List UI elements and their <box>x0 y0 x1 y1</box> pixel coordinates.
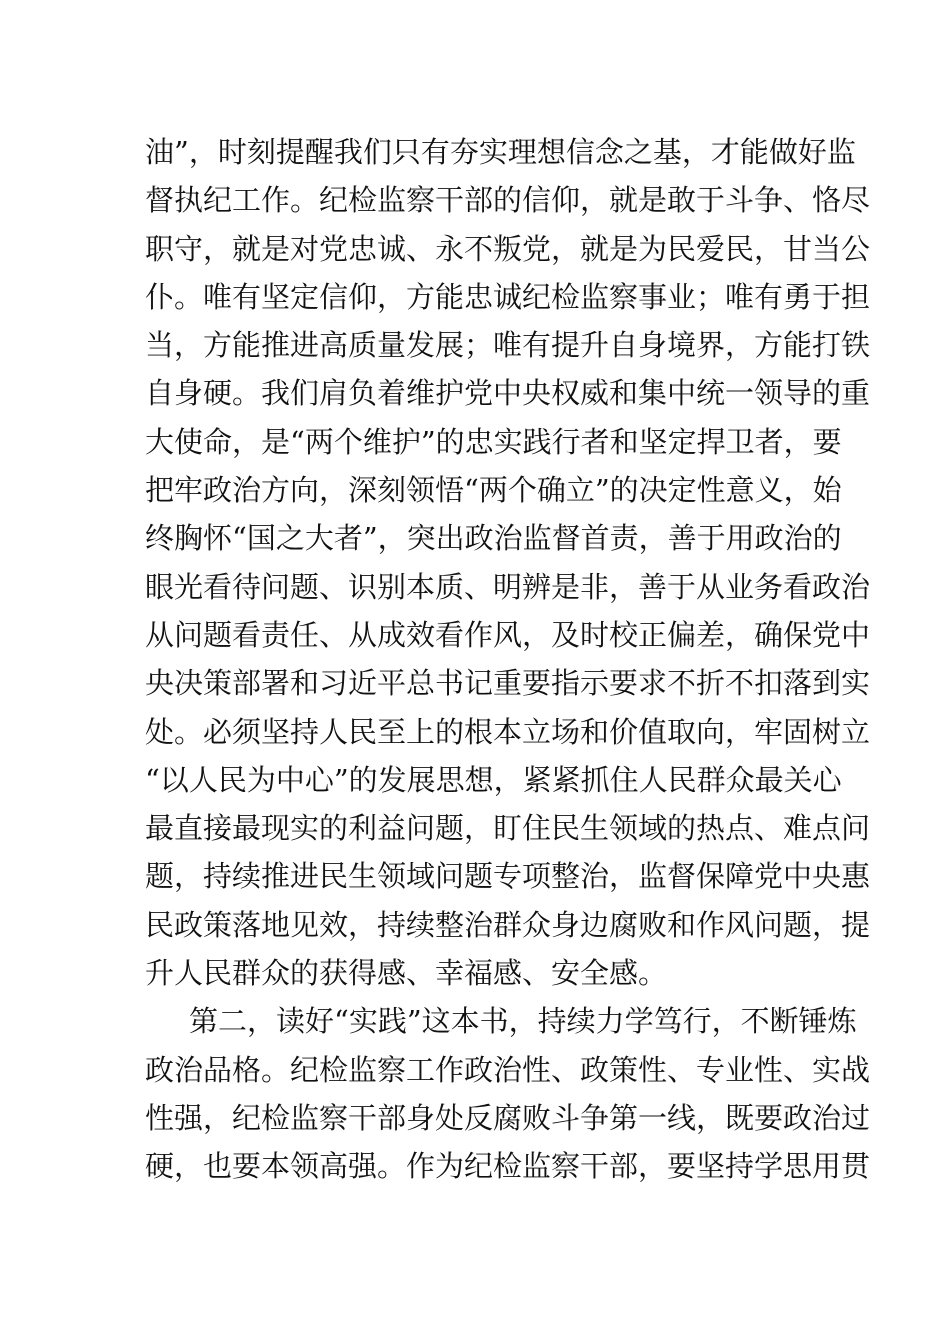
text-line-8: 把牢政治方向，深刻领悟“两个确立”的决定性意义，始 <box>145 473 842 508</box>
text-line-10: 眼光看待问题、识别本质、明辨是非，善于从业务看政治 <box>145 569 871 604</box>
text-line-12: 央决策部署和习近平总书记重要指示要求不折不扣落到实 <box>145 666 871 701</box>
text-line-2: 督执纪工作。纪检监察干部的信仰，就是敢于斗争、恪尽 <box>145 183 871 218</box>
text-line-1: 油”，时刻提醒我们只有夯实理想信念之基，才能做好监 <box>145 135 856 169</box>
text-line-21: 性强，纪检监察干部身处反腐败斗争第一线，既要政治过 <box>145 1100 871 1135</box>
text-line-19: 第二，读好“实践”这本书，持续力学笃行，不断锤炼 <box>189 1004 857 1039</box>
text-line-13: 处。必须坚持人民至上的根本立场和价值取向，牢固树立 <box>145 714 871 749</box>
text-line-14: “以人民为中心”的发展思想，紧紧抓住人民群众最关心 <box>145 762 842 797</box>
text-line-5: 当，方能推进高质量发展；唯有提升自身境界，方能打铁 <box>145 328 871 363</box>
text-line-17: 民政策落地见效，持续整治群众身边腐败和作风问题，提 <box>145 907 871 942</box>
text-line-16: 题，持续推进民生领域问题专项整治，监督保障党中央惠 <box>145 859 871 894</box>
text-line-6: 自身硬。我们肩负着维护党中央权威和集中统一领导的重 <box>145 376 871 411</box>
text-line-7: 大使命，是“两个维护”的忠实践行者和坚定捍卫者，要 <box>145 424 842 459</box>
text-line-9: 终胸怀“国之大者”，突出政治监督首责，善于用政治的 <box>145 521 842 556</box>
text-line-18: 升人民群众的获得感、幸福感、安全感。 <box>145 956 668 991</box>
text-line-4: 仆。唯有坚定信仰，方能忠诚纪检监察事业；唯有勇于担 <box>145 279 871 314</box>
text-line-3: 职守，就是对党忠诚、永不叛党，就是为民爱民，甘当公 <box>145 231 871 266</box>
text-line-22: 硬，也要本领高强。作为纪检监察干部，要坚持学思用贯 <box>145 1149 871 1184</box>
text-line-15: 最直接最现实的利益问题，盯住民生领域的热点、难点问 <box>145 811 871 846</box>
text-line-11: 从问题看责任、从成效看作风，及时校正偏差，确保党中 <box>145 617 871 652</box>
text-line-20: 政治品格。纪检监察工作政治性、政策性、专业性、实战 <box>145 1052 871 1087</box>
body-text <box>145 128 871 1191</box>
